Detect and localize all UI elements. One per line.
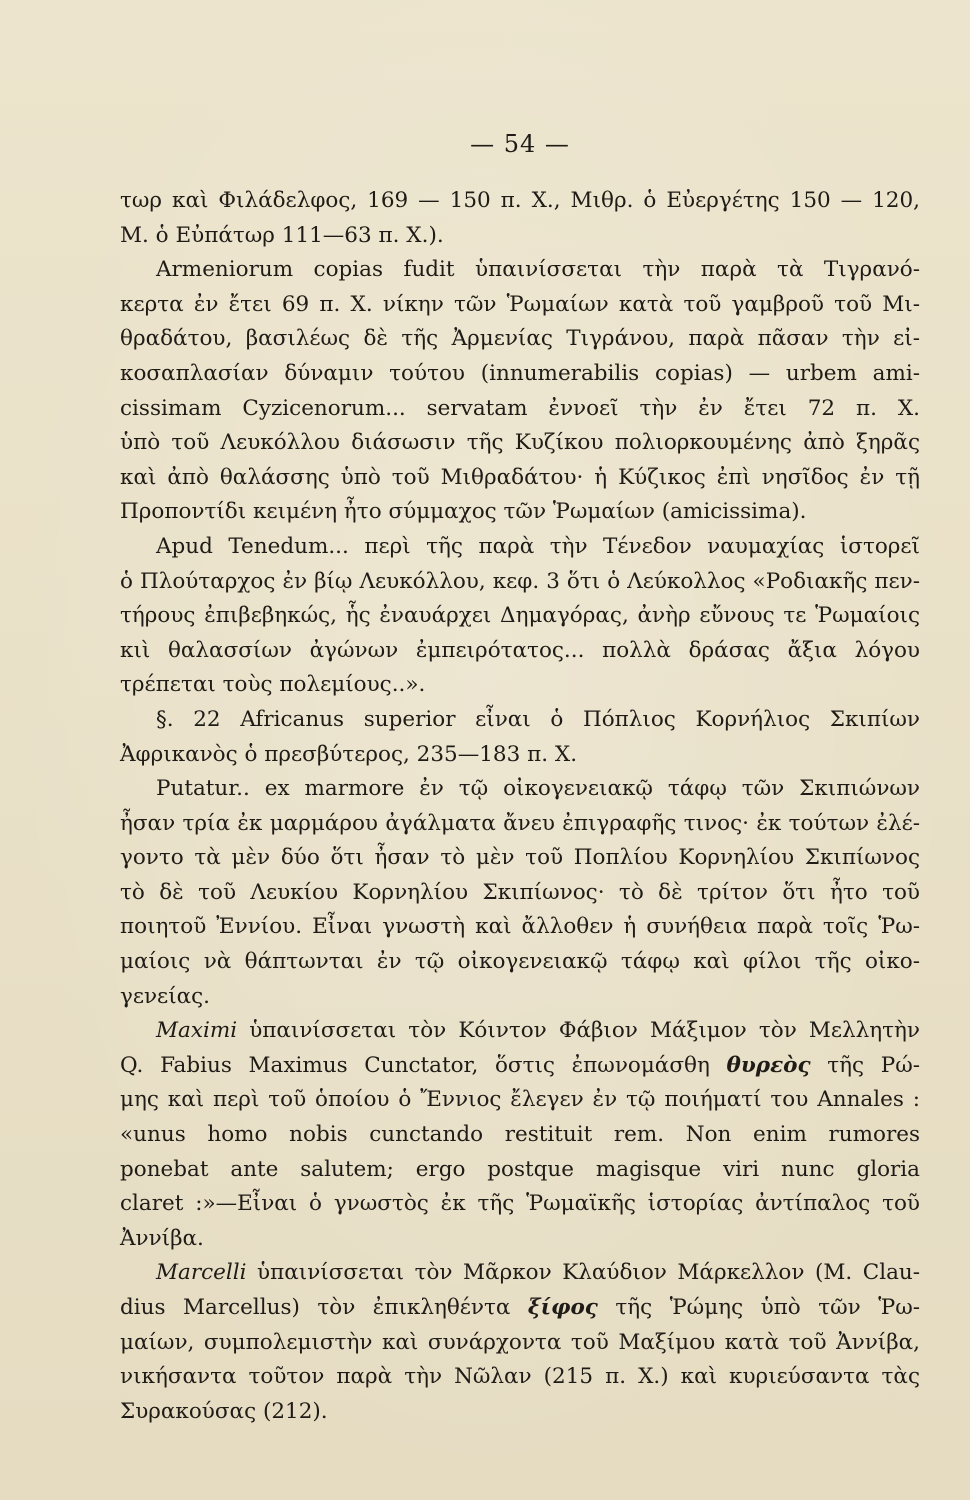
text-line: τωρ καὶ Φιλάδελφος, 169 — 150 π. Χ., Μιθρ. ὁ Εὐεργέτης 150 — 120,: [120, 188, 920, 213]
text-line: «unus homo nobis cunctando restituit rem. Non enim rumores: [120, 1122, 920, 1148]
text-run: ὑπαινίσσεται τὸν Κόιντον Φάβιον Μάξιμον τὸν Μελλητὴν: [237, 1018, 920, 1044]
text-line: κερτα ἐν ἔτει 69 π. Χ. νίκην τῶν Ῥωμαίων κατὰ τοῦ γαμβροῦ τοῦ Μι-: [120, 291, 920, 317]
text-line: [120, 1256, 920, 1291]
text-line: [120, 1049, 920, 1084]
text-line: Ἀννίβα.: [120, 1225, 204, 1251]
text-line: Putatur.. ex marmore ἐν τῷ οἰκογενειακῷ τάφῳ τῶν Σκιπιώνων: [156, 776, 920, 802]
page-number: — 54 —: [470, 130, 570, 158]
text-run: τῆς Ρώ-: [810, 1052, 921, 1078]
text-line: [120, 1291, 920, 1326]
text-line: τήρους ἐπιβεβηκώς, ἧς ἐναυάρχει Δημαγόρας, ἀνὴρ εὔνους τε Ῥωμαίοις: [120, 603, 920, 629]
text-run: τῆς Ῥώμης ὑπὸ τῶν Ῥω-: [597, 1295, 920, 1320]
text-line: claret :»—Εἶναι ὁ γνωστὸς ἐκ τῆς Ῥωμαϊκῆς ἱστορίας ἀντίπαλος τοῦ: [120, 1191, 920, 1217]
bold-epithet: ξίφος: [527, 1295, 598, 1320]
text-line: cissimam Cyzicenorum... servatam ἐννοεῖ τὴν ἐν ἔτει 72 π. Χ.: [120, 395, 920, 421]
text-line: καὶ ἀπὸ θαλάσσης ὑπὸ τοῦ Μιθραδάτου· ἡ Κύζικος ἐπὶ νησῖδος ἐν τῇ: [120, 464, 920, 490]
text-line: Armeniorum copias fudit ὑπαινίσσεται τὴν παρὰ τὰ Τιγρανό-: [156, 257, 920, 283]
text-line: Προποντίδι κειμένη ἦτο σύμμαχος τῶν Ῥωμαίων (amicissima).: [120, 499, 807, 525]
text-line: τὸ δὲ τοῦ Λευκίου Κορνηλίου Σκιπίωνος· τὸ δὲ τρίτον ὅτι ἦτο τοῦ: [120, 879, 920, 905]
italic-name: Marcelli: [156, 1260, 247, 1286]
text-run: ὑπαινίσσεται τὸν Μᾶρκον Κλαύδιον Μάρκελλον (M. Clau-: [246, 1260, 920, 1286]
text-line: μαίων, συμπολεμιστὴν καὶ συνάρχοντα τοῦ Μαξίμου κατὰ τοῦ Ἀννίβα,: [120, 1329, 920, 1355]
text-line: Συρακούσας (212).: [120, 1398, 328, 1424]
text-line: τρέπεται τοὺς πολεμίους..».: [120, 672, 426, 698]
text-line: μαίοις νὰ θάπτωνται ἐν τῷ οἰκογενειακῷ τάφῳ καὶ φίλοι τῆς οἰκο-: [120, 949, 920, 975]
text-run: Q. Fabius Maximus Cunctator, ὅστις ἐπωνομάσθη: [120, 1052, 727, 1078]
text-line: ὁ Πλούταρχος ἐν βίῳ Λευκόλλου, κεφ. 3 ὅτι ὁ Λεύκολλος «Ροδιακῆς πεν-: [120, 568, 920, 594]
text-line: κιὶ θαλασσίων ἀγώνων ἐμπειρότατος... πολλὰ δράσας ἄξια λόγου: [120, 637, 920, 663]
text-line: ἦσαν τρία ἐκ μαρμάρου ἀγάλματα ἄνευ ἐπιγραφῆς τινος· ἐκ τούτων ἐλέ-: [120, 810, 920, 836]
text-line: Apud Tenedum... περὶ τῆς παρὰ τὴν Τένεδον ναυμαχίας ἱστορεῖ: [156, 533, 920, 559]
text-line: μης καὶ περὶ τοῦ ὁποίου ὁ Ἔννιος ἔλεγεν ἐν τῷ ποιήματί του Annales :: [120, 1087, 920, 1113]
text-line: [120, 1014, 920, 1049]
text-line: ποιητοῦ Ἐννίου. Εἶναι γνωστὴ καὶ ἄλλοθεν ἡ συνήθεια παρὰ τοῖς Ῥω-: [120, 914, 920, 940]
text-line: θραδάτου, βασιλέως δὲ τῆς Ἀρμενίας Τιγράνου, παρὰ πᾶσαν τὴν εἰ-: [120, 326, 920, 352]
text-line: §. 22 Africanus superior εἶναι ὁ Πόπλιος Κορνήλιος Σκιπίων: [156, 706, 920, 732]
bold-epithet: θυρεὸς: [726, 1052, 811, 1078]
italic-name: Maximi: [156, 1018, 238, 1044]
text-line: Μ. ὁ Εὐπάτωρ 111—63 π. Χ.).: [120, 222, 444, 248]
body-text: [120, 184, 920, 1429]
text-line: Ἀφρικανὸς ὁ πρεσβύτερος, 235—183 π. Χ.: [120, 741, 578, 767]
text-line: ὑπὸ τοῦ Λευκόλλου διάσωσιν τῆς Κυζίκου πολιορκουμένης ἀπὸ ξηρᾶς: [120, 430, 920, 456]
text-line: ponebat ante salutem; ergo postque magisque viri nunc gloria: [120, 1156, 920, 1182]
text-run: dius Marcellus) τὸν ἐπικληθέντα: [120, 1295, 528, 1320]
text-line: γενείας.: [120, 983, 211, 1009]
text-line: νικήσαντα τοῦτον παρὰ τὴν Νῶλαν (215 π. Χ.) καὶ κυριεύσαντα τὰς: [120, 1364, 920, 1390]
text-line: γοντο τὰ μὲν δύο ὅτι ἦσαν τὸ μὲν τοῦ Ποπλίου Κορνηλίου Σκιπίωνος: [120, 845, 920, 871]
text-line: κοσαπλασίαν δύναμιν τούτου (innumerabilis copias) — urbem ami-: [120, 360, 920, 386]
